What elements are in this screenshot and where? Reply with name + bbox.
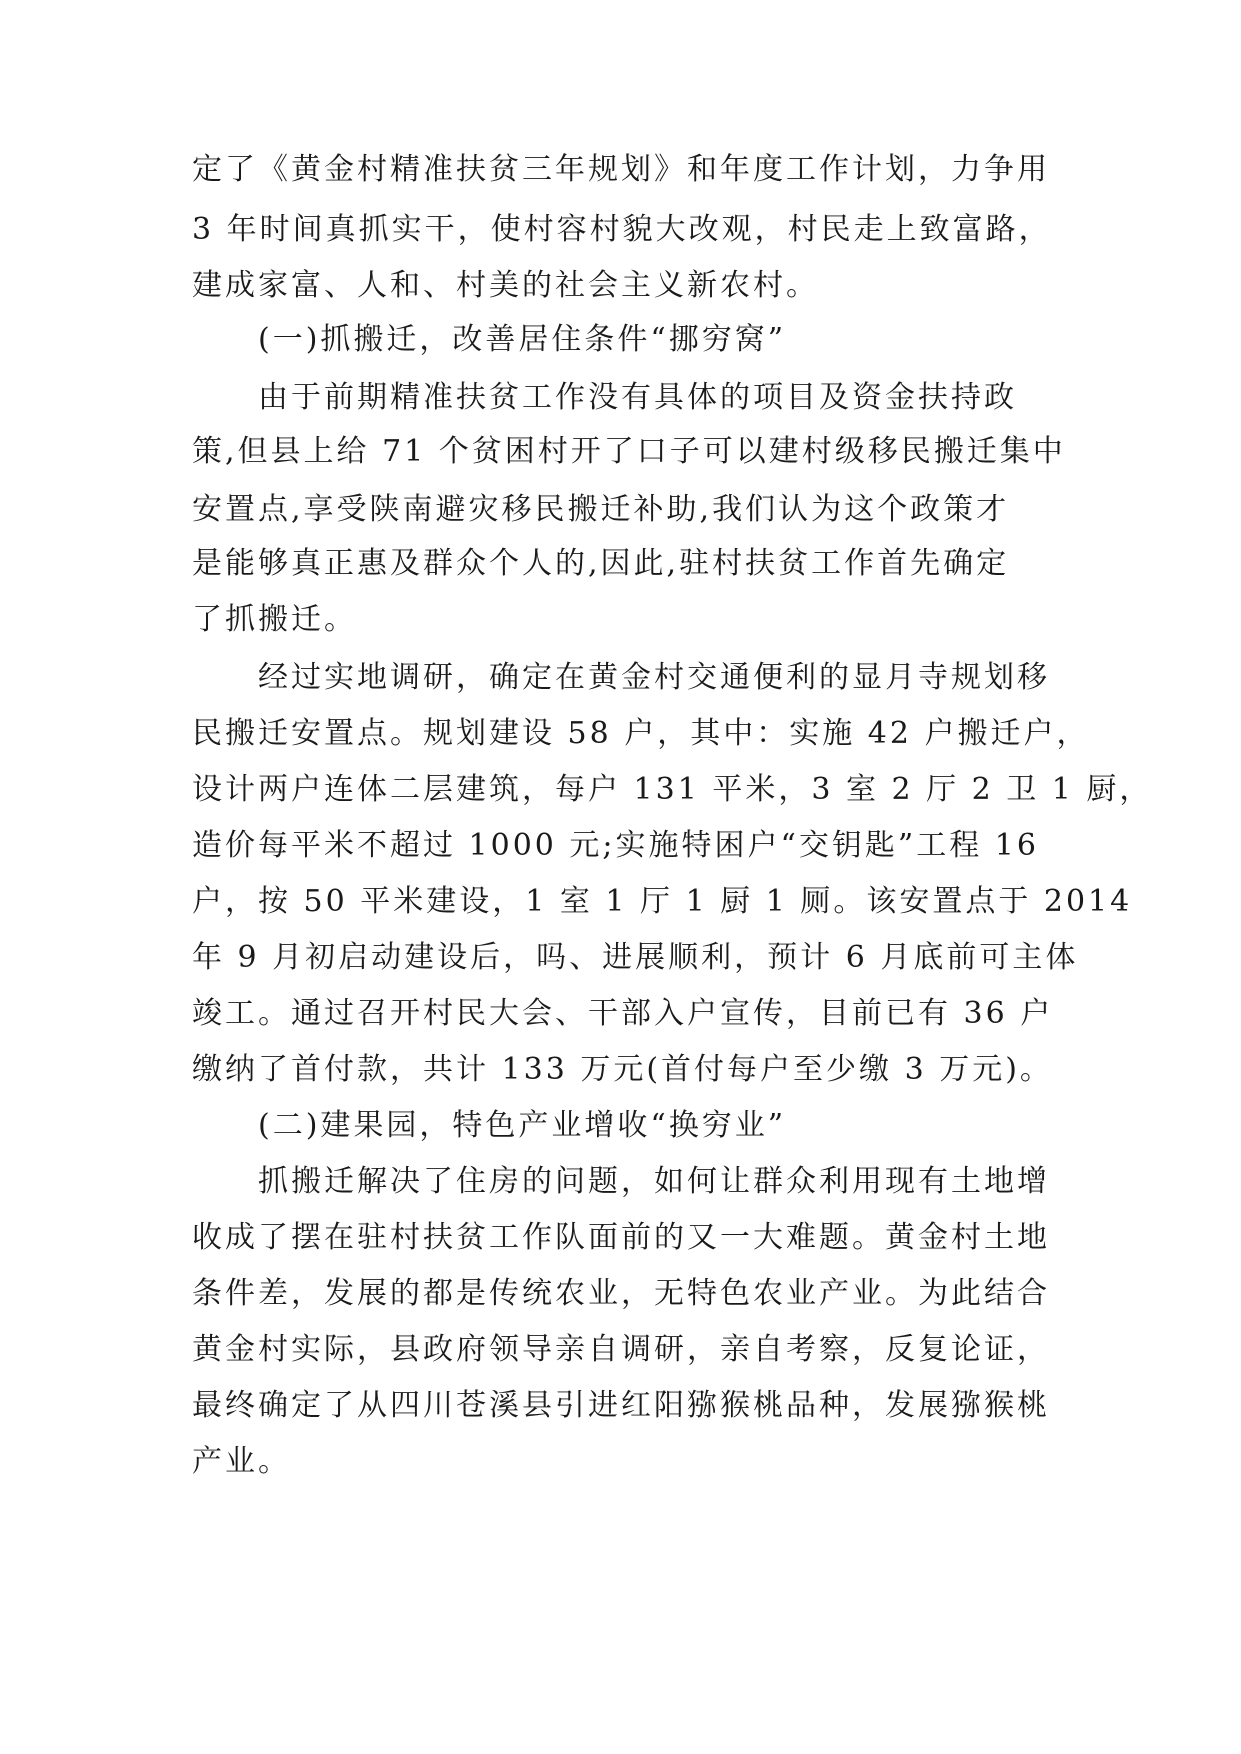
text-line: 产业。 — [192, 1444, 291, 1479]
text-line: 缴纳了首付款，共计 133 万元(首付每户至少缴 3 万元)。 — [192, 1052, 1053, 1087]
text-line: 策,但县上给 71 个贫困村开了口子可以建村级移民搬迁集中 — [192, 434, 1066, 469]
text-line: 抓搬迁解决了住房的问题，如何让群众利用现有土地增 — [258, 1164, 1050, 1199]
text-line: 了抓搬迁。 — [192, 602, 357, 637]
text-line: 最终确定了从四川苍溪县引进红阳猕猴桃品种，发展猕猴桃 — [192, 1388, 1050, 1423]
text-line: 经过实地调研，确定在黄金村交通便利的显月寺规划移 — [258, 660, 1050, 695]
text-line: 年 9 月初启动建设后，吗、进展顺利，预计 6 月底前可主体 — [192, 940, 1079, 975]
section-heading: (一)抓搬迁，改善居住条件“挪穷窝” — [258, 322, 787, 357]
text-line: 条件差，发展的都是传统农业，无特色农业产业。为此结合 — [192, 1276, 1050, 1311]
text-line: 造价每平米不超过 1000 元;实施特困户“交钥匙”工程 16 — [192, 828, 1039, 863]
text-line: 户，按 50 平米建设，1 室 1 厅 1 厨 1 厕。该安置点于 2014 — [192, 884, 1133, 919]
text-line: 竣工。通过召开村民大会、干部入户宣传，目前已有 36 户 — [192, 996, 1054, 1031]
text-line: 黄金村实际，县政府领导亲自调研，亲自考察，反复论证， — [192, 1332, 1050, 1367]
text-line: 建成家富、人和、村美的社会主义新农村。 — [192, 268, 819, 303]
section-heading: (二)建果园，特色产业增收“换穷业” — [258, 1108, 787, 1143]
text-line: 3 年时间真抓实干，使村容村貌大改观，村民走上致富路， — [192, 212, 1052, 247]
text-line: 收成了摆在驻村扶贫工作队面前的又一大难题。黄金村土地 — [192, 1220, 1050, 1255]
text-line: 民搬迁安置点。规划建设 58 户，其中：实施 42 户搬迁户， — [192, 716, 1090, 751]
text-line: 设计两户连体二层建筑，每户 131 平米，3 室 2 厅 2 卫 1 厨， — [192, 772, 1153, 807]
text-line: 定了《黄金村精准扶贫三年规划》和年度工作计划，力争用 — [192, 152, 1050, 187]
text-line: 由于前期精准扶贫工作没有具体的项目及资金扶持政 — [258, 380, 1017, 415]
text-line: 是能够真正惠及群众个人的,因此,驻村扶贫工作首先确定 — [192, 546, 1010, 581]
text-line: 安置点,享受陕南避灾移民搬迁补助,我们认为这个政策才 — [192, 492, 1010, 527]
